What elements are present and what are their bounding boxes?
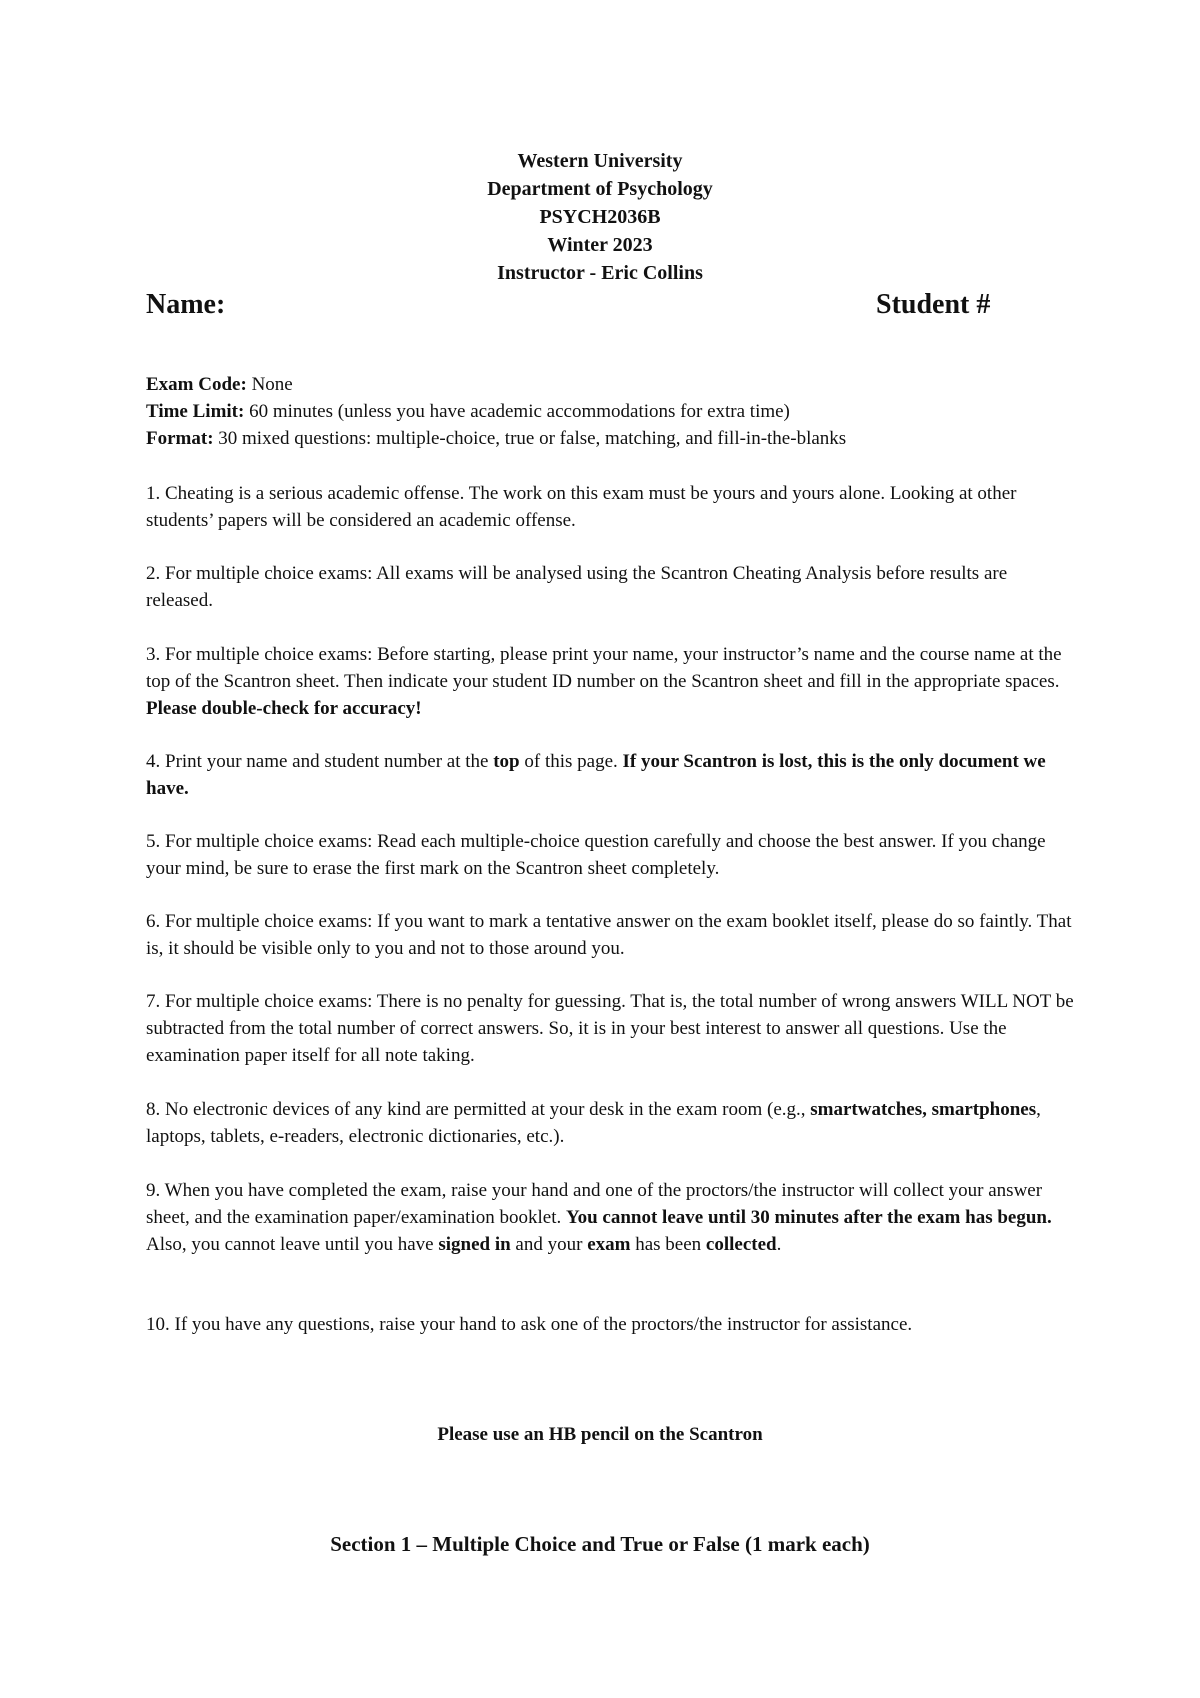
format-line [146, 425, 1076, 452]
rule-8-devices: smartwatches, smartphones [810, 1099, 1037, 1120]
rule-7: 7. For multiple choice exams: There is no penalty for guessing. That is, the total number of wrong answers WILL NOT be subtracted from the total number of correct answers. So, it is in your best interest to answer all questions. Use the examination paper itself for all note taking. [146, 991, 1074, 1066]
exam-code-line [146, 371, 1076, 398]
rule-2: 2. For multiple choice exams: All exams will be analysed using the Scantron Cheating Analysis before results are released. [146, 563, 1008, 611]
rule-10: 10. If you have any questions, raise your hand to ask one of the proctors/the instructor for assistance. [146, 1314, 913, 1335]
format-label: Format: [146, 428, 214, 449]
time-limit-label: Time Limit: [146, 401, 245, 422]
rule-6: 6. For multiple choice exams: If you want to mark a tentative answer on the exam booklet itself, please do so faintly. That is, it should be visible only to you and not to those around you. [146, 911, 1072, 959]
university-name: Western University [517, 150, 683, 172]
rule-4-top: top [493, 751, 520, 772]
name-label: Name: [146, 289, 226, 320]
department-name: Department of Psychology [487, 178, 713, 200]
rule-3-emphasis: Please double-check for accuracy! [146, 698, 422, 719]
student-number-label: Student # [876, 289, 991, 320]
rule-9-text-3: and your [510, 1234, 588, 1255]
rule-5: 5. For multiple choice exams: Read each multiple-choice question carefully and choose the best answer. If you change your mind, be sure to erase the first mark on the Scantron sheet completely. [146, 831, 1046, 879]
rule-9-text-4: has been [630, 1234, 706, 1255]
section-1-title: Section 1 – Multiple Choice and True or False (1 mark each) [330, 1532, 870, 1556]
rule-9-text-2: Also, you cannot leave until you have [146, 1234, 439, 1255]
rule-4-text-2: of this page. [519, 751, 623, 772]
term: Winter 2023 [547, 234, 653, 256]
rule-9-period: . [776, 1234, 782, 1255]
rule-9-signed-in: signed in [438, 1234, 511, 1255]
time-limit-value: 60 minutes (unless you have academic accommodations for extra time) [244, 401, 790, 422]
rule-9-text: 9. When you have completed the exam, raise your hand and one of the proctors/the instructor will collect your answer sheet, and the examination paper/examination booklet. [146, 1180, 1043, 1228]
rule-1: 1. Cheating is a serious academic offense. The work on this exam must be yours and yours alone. Looking at other students’ papers will be considered an academic offense. [146, 483, 1017, 531]
rule-9-collected: collected [705, 1234, 777, 1255]
instructor-name: Instructor - Eric Collins [497, 262, 703, 284]
time-limit-line [146, 398, 1076, 425]
rule-4-emphasis: If your Scantron is lost, this is the only document we have. [146, 751, 1046, 799]
format-value: 30 mixed questions: multiple-choice, true or false, matching, and fill-in-the-blanks [213, 428, 847, 449]
pencil-note: Please use an HB pencil on the Scantron [437, 1424, 763, 1445]
exam-code-label: Exam Code: [146, 374, 247, 395]
rule-9 [146, 1177, 1076, 1258]
rule-4 [146, 748, 1076, 802]
rule-8-text-2: , laptops, tablets, e-readers, electronic dictionaries, etc.). [146, 1099, 1041, 1147]
rule-9-exam: exam [587, 1234, 631, 1255]
exam-meta [146, 371, 1076, 452]
exam-header [0, 147, 1200, 287]
rule-4-text: 4. Print your name and student number at the [146, 751, 494, 772]
rule-8 [146, 1096, 1076, 1150]
rule-8-text: 8. No electronic devices of any kind are permitted at your desk in the exam room (e.g., [146, 1099, 811, 1120]
rule-3-text: 3. For multiple choice exams: Before starting, please print your name, your instructor’s name and the course name at the top of the Scantron sheet. Then indicate your student ID number on the Scantron sheet and fill in the appropriate spaces. [146, 644, 1062, 692]
rule-9-emphasis: You cannot leave until 30 minutes after the exam has begun. [565, 1207, 1052, 1228]
course-code: PSYCH2036B [539, 206, 661, 228]
exam-code-value: None [246, 374, 293, 395]
rule-3 [146, 641, 1076, 722]
identity-row [146, 287, 1016, 323]
